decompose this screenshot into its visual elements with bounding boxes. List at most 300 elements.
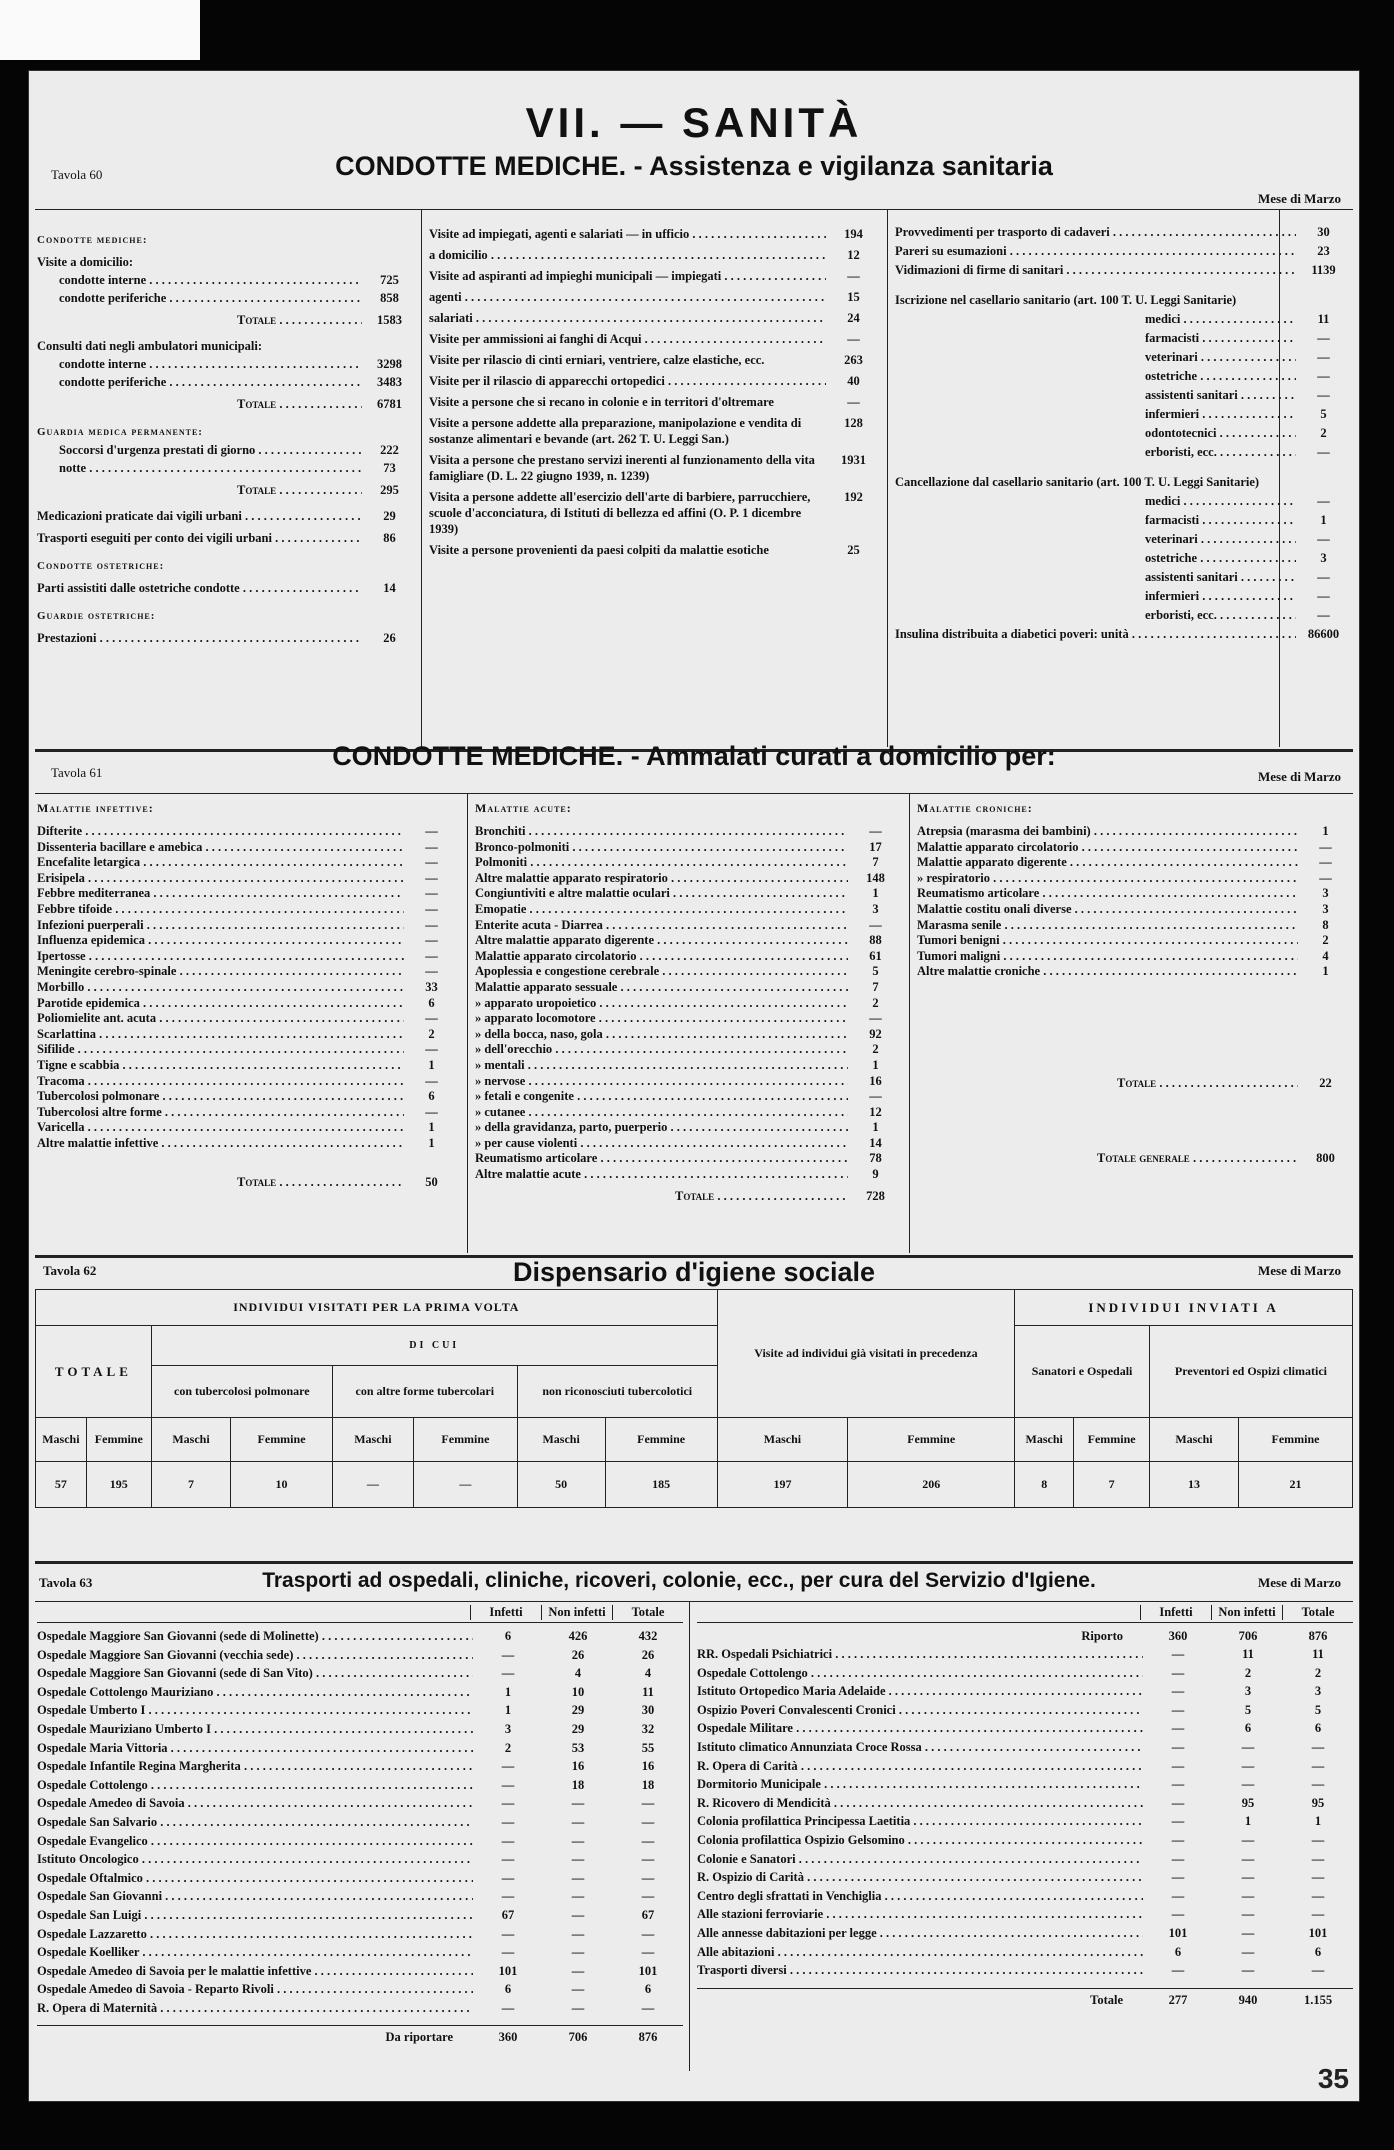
item-label: » mentali . . . (475, 1058, 848, 1074)
list-item (475, 933, 903, 949)
row-value: — (1171, 1665, 1185, 1680)
item-label: Cancellazione dal casellario sanitario (art. 100 T. U. Leggi Sanitarie) (895, 475, 1260, 489)
row-label: Ospedale Maria Vittoria . . . (37, 1739, 473, 1758)
item-value: — (425, 855, 438, 870)
row-label: Ospedale Militare . . . (697, 1719, 1143, 1738)
table-row (697, 1738, 1353, 1757)
item-value: 73 (383, 461, 396, 475)
table-row (697, 1905, 1353, 1924)
list-item (37, 423, 417, 441)
grand-total-row (917, 1151, 1353, 1166)
item-value: 2 (1320, 426, 1327, 440)
row-value: 6 (504, 1629, 512, 1643)
row-label: Ospedale Amedeo di Savoia - Reparto Rivoli . . . (37, 1980, 473, 1999)
tavola-60-month: Mese di Marzo (1257, 191, 1341, 206)
list-item (429, 226, 881, 242)
item-value: 1 (428, 1135, 435, 1150)
list-item (429, 247, 881, 263)
row-value: — (1241, 1777, 1255, 1792)
row-value: 10 (571, 1684, 585, 1699)
list-item (475, 824, 903, 840)
item-label: » nervose . . . (475, 1074, 848, 1090)
list-item (917, 918, 1353, 934)
row-label: Ospedale Amedeo di Savoia per le malattie infettive . . . (37, 1962, 473, 1981)
item-label: farmacisti . . . (895, 330, 1296, 346)
list-item (37, 1089, 459, 1105)
table-row (697, 1943, 1353, 1962)
item-label: condotte interne . . . (37, 355, 362, 373)
item-label: Dissenteria bacillare e amebica . . . (37, 840, 404, 856)
item-value: — (425, 1011, 438, 1026)
item-value: — (425, 886, 438, 901)
item-label: Atrepsia (marasma dei bambini) . . . (917, 824, 1298, 840)
t61a-heading: Malattie infettive: (37, 801, 154, 815)
item-label: Visite per il rilascio di apparecchi ortopedici . . . (429, 373, 826, 389)
item-label: Malattie apparato sessuale . . . (475, 980, 848, 996)
item-value: — (1319, 855, 1332, 870)
list-item (895, 512, 1351, 528)
malattie-infettive-list (37, 801, 459, 1190)
list-item (37, 355, 417, 373)
row-value: 11 (1312, 1647, 1324, 1661)
header-maschi: Maschi (1015, 1418, 1074, 1462)
item-value: — (1319, 870, 1332, 885)
item-value: 1 (1322, 964, 1329, 979)
item-value: 3 (1320, 551, 1327, 565)
row-value: — (641, 1796, 655, 1811)
row-value: 6 (1314, 1721, 1322, 1736)
item-label: Reumatismo articolare . . . (475, 1151, 848, 1167)
item-value: — (1317, 494, 1330, 508)
tavola-62-label: Tavola 62 (43, 1263, 97, 1278)
list-item (895, 387, 1351, 403)
row-value: 1 (1314, 1814, 1322, 1829)
item-value: — (847, 395, 860, 409)
table-cell: 57 (36, 1462, 87, 1508)
row-label: R. Opera di Carità . . . (697, 1757, 1143, 1776)
row-value: — (501, 1926, 515, 1941)
list-item (37, 918, 459, 934)
page-number: 35 (1317, 2063, 1349, 2094)
table-row (37, 1739, 683, 1758)
row-label: R. Ospizio di Carità . . . (697, 1868, 1143, 1887)
list-item (475, 855, 903, 871)
table-row (697, 1775, 1353, 1794)
total-row (37, 395, 417, 413)
item-label: Totale . . . (475, 1189, 848, 1204)
item-label: erboristi, ecc. . . . (895, 444, 1296, 460)
item-value: 92 (869, 1026, 882, 1041)
row-value: 3 (504, 1721, 512, 1736)
total-value: 706 (568, 2030, 588, 2045)
row-value: 55 (641, 1740, 655, 1755)
item-value: 14 (869, 1135, 882, 1150)
row-label: Ospedale Maggiore San Giovanni (vecchia sede) . . . (37, 1646, 473, 1665)
item-label: » per cause violenti . . . (475, 1136, 848, 1152)
row-value: — (1241, 1851, 1255, 1866)
row-value: — (641, 1945, 655, 1960)
row-value: — (501, 1796, 515, 1811)
header-non-riconosciuti: non riconosciuti tubercolotici (517, 1366, 717, 1418)
row-value: — (1241, 1907, 1255, 1922)
list-item (895, 588, 1351, 604)
item-value: 1 (1320, 513, 1327, 527)
header-totale: TOTALE (36, 1326, 152, 1418)
list-item (429, 373, 881, 389)
item-value: 728 (866, 1188, 885, 1203)
row-label: Ospedale Evangelico . . . (37, 1832, 473, 1851)
row-value: — (501, 1666, 515, 1681)
row-value: — (571, 1907, 585, 1922)
row-value: — (1311, 1777, 1325, 1792)
item-label: Visita a persone addette all'esercizio dell'arte di barbiere, parrucchiere, scuole d'acconciatura, di Istituti di bellezza ed affini (O. P. 1 dicembre 1939) (429, 490, 811, 536)
row-value: 67 (501, 1907, 515, 1922)
list-item (475, 1074, 903, 1090)
row-value: — (1171, 1721, 1185, 1736)
riporto-label: Riporto (1081, 1629, 1123, 1643)
list-item (475, 840, 903, 856)
item-value: 3 (1322, 886, 1329, 901)
row-value: — (571, 2000, 585, 2015)
row-value: — (1171, 1851, 1185, 1866)
item-label: Ipertosse . . . (37, 949, 404, 965)
row-label: Ospedale Cottolengo . . . (697, 1664, 1143, 1683)
list-item (475, 1105, 903, 1121)
table-row (697, 1757, 1353, 1776)
row-value: — (1311, 1832, 1325, 1847)
row-value: — (571, 1982, 585, 1997)
item-value: — (425, 948, 438, 963)
list-item (895, 224, 1351, 240)
item-value: 88 (869, 933, 882, 948)
list-item (37, 949, 459, 965)
table-row (697, 1850, 1353, 1869)
item-label: Marasma senile . . . (917, 918, 1298, 934)
item-label: » dell'orecchio . . . (475, 1042, 848, 1058)
table-cell: 13 (1149, 1462, 1238, 1508)
item-value: — (425, 1073, 438, 1088)
list-item (895, 292, 1351, 308)
item-label: Emopatie . . . (475, 902, 848, 918)
row-value: — (501, 1777, 515, 1792)
item-label: Difterite . . . (37, 824, 404, 840)
row-value: — (1171, 1814, 1185, 1829)
item-label: » apparato uropoietico . . . (475, 996, 848, 1012)
item-value: 14 (383, 581, 396, 595)
header-tbc-polmonare: con tubercolosi polmonare (151, 1366, 332, 1418)
item-label: infermieri . . . (895, 406, 1296, 422)
tavola-61-month: Mese di Marzo (1257, 769, 1341, 784)
header-di-cui: DI CUI (151, 1326, 717, 1366)
row-value: — (641, 1814, 655, 1829)
row-value: 53 (571, 1740, 585, 1755)
row-value: — (571, 1945, 585, 1960)
item-label: Totale . . . (37, 311, 362, 329)
list-item (37, 996, 459, 1012)
row-value: 1 (1244, 1814, 1252, 1829)
total-row (475, 1189, 903, 1204)
item-label: Altre malattie apparato respiratorio . . . (475, 871, 848, 887)
header-femmine: Femmine (1074, 1418, 1150, 1462)
list-item (37, 557, 417, 575)
row-value: 2 (1314, 1665, 1322, 1680)
list-item (475, 1058, 903, 1074)
table-row (697, 1924, 1353, 1943)
header-maschi: Maschi (1149, 1418, 1238, 1462)
list-item (37, 441, 417, 459)
item-value: 22 (1319, 1075, 1332, 1090)
row-value: — (1241, 1925, 1255, 1940)
list-item (895, 531, 1351, 547)
item-label: Totale . . . (37, 395, 362, 413)
item-label: Visite ad aspiranti ad impieghi municipali — impiegati . . . (429, 268, 826, 284)
item-label: Malattie apparato circolatorio . . . (475, 949, 848, 965)
list-item (917, 824, 1353, 840)
row-label: Ospedale Maggiore San Giovanni (sede di Molinette) . . . (37, 1627, 473, 1646)
table-cell: — (414, 1462, 518, 1508)
list-item (895, 493, 1351, 509)
row-label: Centro degli sfrattati in Venchiglia . . . (697, 1887, 1143, 1906)
list-item (429, 331, 881, 347)
row-value: 3 (1244, 1684, 1252, 1699)
item-value: 29 (383, 509, 396, 523)
item-value: 6781 (377, 397, 402, 411)
item-label: Altre malattie apparato digerente . . . (475, 933, 848, 949)
list-item (37, 337, 417, 355)
list-item (429, 268, 881, 284)
list-item (37, 231, 417, 249)
item-value: — (869, 1011, 882, 1026)
row-value: 6 (1314, 1944, 1322, 1959)
list-item (475, 1042, 903, 1058)
divider (689, 1601, 690, 2071)
table-row (37, 1980, 683, 1999)
list-item (37, 964, 459, 980)
table-cell: 50 (517, 1462, 605, 1508)
table-row (37, 1813, 683, 1832)
row-label: Ospedale Cottolengo Mauriziano . . . (37, 1683, 473, 1702)
list-item (475, 1167, 903, 1183)
item-value: — (425, 933, 438, 948)
row-value: — (1171, 1739, 1185, 1754)
tavola-62-month: Mese di Marzo (1257, 1263, 1341, 1278)
item-value: — (425, 1042, 438, 1057)
item-label: Malattie apparato digerente . . . (917, 855, 1298, 871)
item-label: veterinari . . . (895, 349, 1296, 365)
row-value: 1 (504, 1703, 512, 1718)
table-row (37, 1925, 683, 1944)
item-value: 263 (844, 353, 863, 367)
row-label: Trasporti diversi . . . (697, 1961, 1143, 1980)
row-value: 67 (641, 1907, 655, 1922)
item-label: Visite per rilascio di cinti erniari, ventriere, calze elastiche, ecc. (429, 353, 765, 367)
item-label: Visite a persone addette alla preparazione, manipolazione e vendita di sostanze alimentari e bevande (art. 262 T. U. Leggi San.) (429, 416, 802, 446)
row-label: Colonie e Sanatori . . . (697, 1850, 1143, 1869)
item-value: 2 (872, 1042, 879, 1057)
item-label: Pareri su esumazioni . . . (895, 243, 1296, 259)
item-label: Condotte ostetriche: (37, 560, 165, 572)
row-value: — (501, 1870, 515, 1885)
row-value: — (1311, 1888, 1325, 1903)
item-value: — (425, 901, 438, 916)
divider (421, 209, 422, 747)
list-item (475, 902, 903, 918)
item-label: Condotte mediche: (37, 234, 148, 246)
item-label: assistenti sanitari . . . (895, 569, 1296, 585)
item-value: 86 (383, 531, 396, 545)
row-label: Colonia profilattica Ospizio Gelsomino . . . (697, 1831, 1143, 1850)
total-row (37, 1175, 459, 1190)
list-item (917, 871, 1353, 887)
item-value: 25 (847, 543, 860, 557)
row-value: — (1311, 1739, 1325, 1754)
list-item (37, 1120, 459, 1136)
list-item (37, 840, 459, 856)
row-value: 11 (1242, 1647, 1254, 1661)
item-value: 295 (380, 483, 399, 497)
item-label: Visita a persone che prestano servizi inerenti al funzionamento della vita famigliare (D. L. 22 giugno 1939, n. 1239) (429, 453, 815, 483)
table-row (697, 1719, 1353, 1738)
trasporti-right-table (697, 1605, 1353, 2008)
item-label: Reumatismo articolare . . . (917, 886, 1298, 902)
item-label: Varicella . . . (37, 1120, 404, 1136)
table-row (697, 1887, 1353, 1906)
item-value: — (425, 964, 438, 979)
item-value: — (1317, 532, 1330, 546)
malattie-acute-list (475, 801, 903, 1204)
item-label: Altre malattie infettive . . . (37, 1136, 404, 1152)
item-label: Soccorsi d'urgenza prestati di giorno . . . (37, 441, 362, 459)
item-value: 9 (872, 1167, 879, 1182)
row-label: Ospedale San Giovanni . . . (37, 1887, 473, 1906)
item-value: 16 (869, 1073, 882, 1088)
item-label: Bronchiti . . . (475, 824, 848, 840)
table-row (37, 1962, 683, 1981)
tavola-60-column-2 (429, 221, 881, 563)
table-cell: 8 (1015, 1462, 1074, 1508)
list-item (895, 444, 1351, 460)
total-row (37, 481, 417, 499)
header-visite-precedenza: Visite ad individui già visitati in precedenza (717, 1290, 1014, 1418)
item-label: Visite a domicilio: (37, 255, 134, 269)
divider (35, 793, 1353, 794)
item-label: Vidimazioni di firme di sanitari . . . (895, 262, 1296, 278)
item-value: 26 (383, 631, 396, 645)
tavola-61-label: Tavola 61 (51, 765, 103, 780)
row-value: 426 (568, 1629, 588, 1643)
table-row (697, 1831, 1353, 1850)
header-femmine: Femmine (414, 1418, 518, 1462)
item-value: 40 (847, 374, 860, 388)
item-label: Totale . . . (37, 1175, 404, 1190)
item-label: Malattie costitu onali diverse . . . (917, 902, 1298, 918)
row-value: 18 (641, 1777, 655, 1792)
list-item (475, 1151, 903, 1167)
total-row (37, 2025, 683, 2045)
row-label: Alle stazioni ferroviarie . . . (697, 1905, 1143, 1924)
item-value: 1 (1322, 824, 1329, 838)
item-value: 6 (428, 995, 435, 1010)
column-header: Totale (1282, 1605, 1353, 1620)
riporto-value: 706 (1238, 1629, 1258, 1643)
row-value: 101 (1168, 1925, 1188, 1940)
header-maschi: Maschi (36, 1418, 87, 1462)
table-cell: — (332, 1462, 413, 1508)
row-value: — (1171, 1758, 1185, 1773)
list-item (895, 425, 1351, 441)
header-femmine: Femmine (231, 1418, 333, 1462)
tavola-61-title: CONDOTTE MEDICHE. - Ammalati curati a domicilio per: (332, 741, 1056, 771)
item-value: 33 (425, 979, 438, 994)
list-item (475, 980, 903, 996)
row-value: 6 (1174, 1944, 1182, 1959)
item-value: — (869, 824, 882, 838)
table-row (37, 1701, 683, 1720)
row-value: — (641, 1833, 655, 1848)
malattie-croniche-list (917, 801, 1353, 1166)
item-value: 17 (869, 839, 882, 854)
row-value: — (571, 1852, 585, 1867)
item-value: 7 (872, 855, 879, 870)
item-value: 50 (425, 1175, 438, 1190)
row-value: — (1311, 1907, 1325, 1922)
t61b-heading: Malattie acute: (475, 801, 572, 815)
item-value: 3483 (377, 375, 402, 389)
row-label: Alle abitazioni . . . (697, 1943, 1143, 1962)
item-value: 1139 (1311, 263, 1336, 277)
row-value: — (1171, 1870, 1185, 1885)
item-label: condotte interne . . . (37, 271, 362, 289)
item-value: 222 (380, 443, 399, 457)
item-value: — (425, 1104, 438, 1119)
item-label: Enterite acuta - Diarrea . . . (475, 918, 848, 934)
row-label: Ospedale Mauriziano Umberto I . . . (37, 1720, 473, 1739)
item-label: Sifilide . . . (37, 1042, 404, 1058)
table-row (697, 1812, 1353, 1831)
row-value: — (1311, 1758, 1325, 1773)
row-value: — (501, 1814, 515, 1829)
row-label: Dormitorio Municipale . . . (697, 1775, 1143, 1794)
item-label: assistenti sanitari . . . (895, 387, 1296, 403)
item-value: — (1317, 369, 1330, 383)
list-item (475, 886, 903, 902)
header-sanatori: Sanatori e Ospedali (1015, 1326, 1150, 1418)
row-label: Ospedale Umberto I . . . (37, 1701, 473, 1720)
item-value: 3298 (377, 357, 402, 371)
list-item (37, 507, 417, 525)
row-label: Istituto Oncologico . . . (37, 1850, 473, 1869)
item-label: Totale . . . (37, 481, 362, 499)
item-value: — (425, 824, 438, 838)
list-item (429, 352, 881, 368)
item-label: Polmoniti . . . (475, 855, 848, 871)
item-value: 3 (872, 901, 879, 916)
item-value: 2 (872, 995, 879, 1010)
list-item (917, 902, 1353, 918)
item-value: 192 (844, 490, 863, 504)
list-item (37, 579, 417, 597)
item-value: — (425, 839, 438, 854)
row-value: — (571, 1870, 585, 1885)
row-value: 29 (571, 1721, 585, 1736)
item-value: — (847, 269, 860, 283)
row-label: Ospedale Amedeo di Savoia . . . (37, 1794, 473, 1813)
header-maschi: Maschi (517, 1418, 605, 1462)
row-value: 5 (1244, 1702, 1252, 1717)
item-value: — (847, 332, 860, 346)
item-value: 61 (869, 948, 882, 963)
row-value: — (571, 1796, 585, 1811)
